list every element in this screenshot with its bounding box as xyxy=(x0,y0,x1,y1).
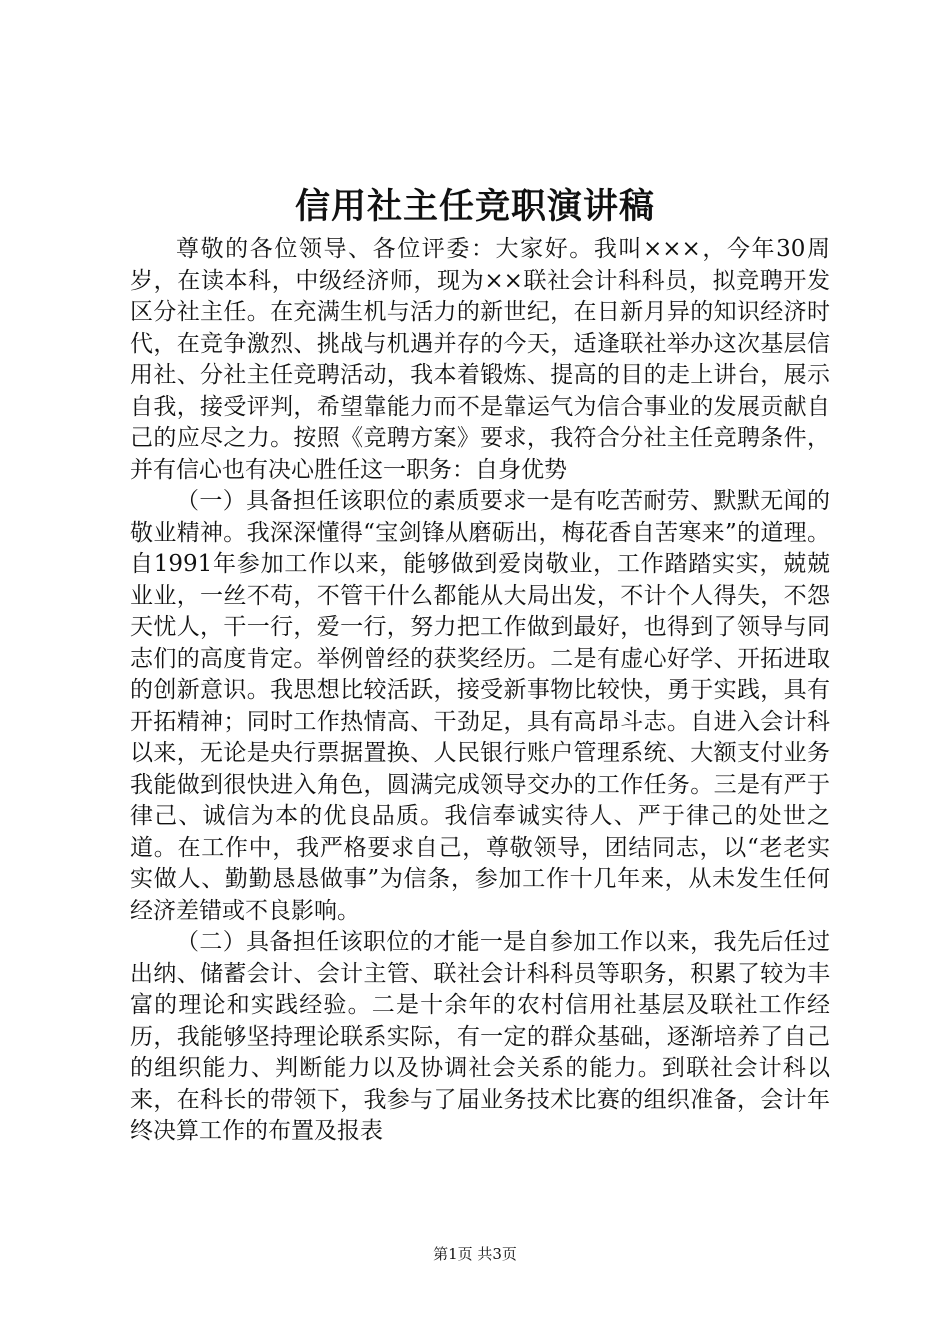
document-body xyxy=(130,234,830,1148)
page-footer: 第1页 共3页 xyxy=(433,1245,517,1263)
paragraph-qualities: （一）具备担任该职位的素质要求一是有吃苦耐劳、默默无闻的敬业精神。我深深懂得“宝剑锋从磨砺出，梅花香自苦寒来”的道理。自1991年参加工作以来，能够做到爱岗敬业，工作踏踏实实，兢兢业业，一丝不苟，不管干什么都能从大局出发，不计个人得失，不怨天忧人，干一行，爱一行，努力把工作做到最好，也得到了领导与同志们的高度肯定。举例曾经的获奖经历。二是有虚心好学、开拓进取的创新意识。我思想比较活跃，接受新事物比较快，勇于实践，具有开拓精神；同时工作热情高、干劲足，具有高昂斗志。自进入会计科以来，无论是央行票据置换、人民银行账户管理系统、大额支付业务我能做到很快进入角色，圆满完成领导交办的工作任务。三是有严于律己、诚信为本的优良品质。我信奉诚实待人、严于律己的处世之道。在工作中，我严格要求自己，尊敬领导，团结同志，以“老老实实做人、勤勤恳恳做事”为信条，参加工作十几年来，从未发生任何经济差错或不良影响。 xyxy=(130,488,830,924)
document-title: 信用社主任竞职演讲稿 xyxy=(294,186,655,227)
paragraph-intro: 尊敬的各位领导、各位评委：大家好。我叫×××，今年30周岁，在读本科，中级经济师，现为××联社会计科科员，拟竞聘开发区分社主任。在充满生机与活力的新世纪，在日新月异的知识经济时代，在竞争激烈、挑战与机遇并存的今天，适逢联社举办这次基层信用社、分社主任竞聘活动，我本着锻炼、提高的目的走上讲台，展示自我，接受评判，希望靠能力而不是靠运气为信合事业的发展贡献自己的应尽之力。按照《竞聘方案》要求，我符合分社主任竞聘条件，并有信心也有决心胜任这一职务：自身优势 xyxy=(130,236,830,483)
paragraph-abilities: （二）具备担任该职位的才能一是自参加工作以来，我先后任过出纳、储蓄会计、会计主管、联社会计科科员等职务，积累了较为丰富的理论和实践经验。二是十余年的农村信用社基层及联社工作经历，我能够坚持理论联系实际，有一定的群众基础，逐渐培养了自己的组织能力、判断能力以及协调社会关系的能力。到联社会计科以来，在科长的带领下，我参与了届业务技术比赛的组织准备，会计年终决算工作的布置及报表 xyxy=(130,929,830,1144)
